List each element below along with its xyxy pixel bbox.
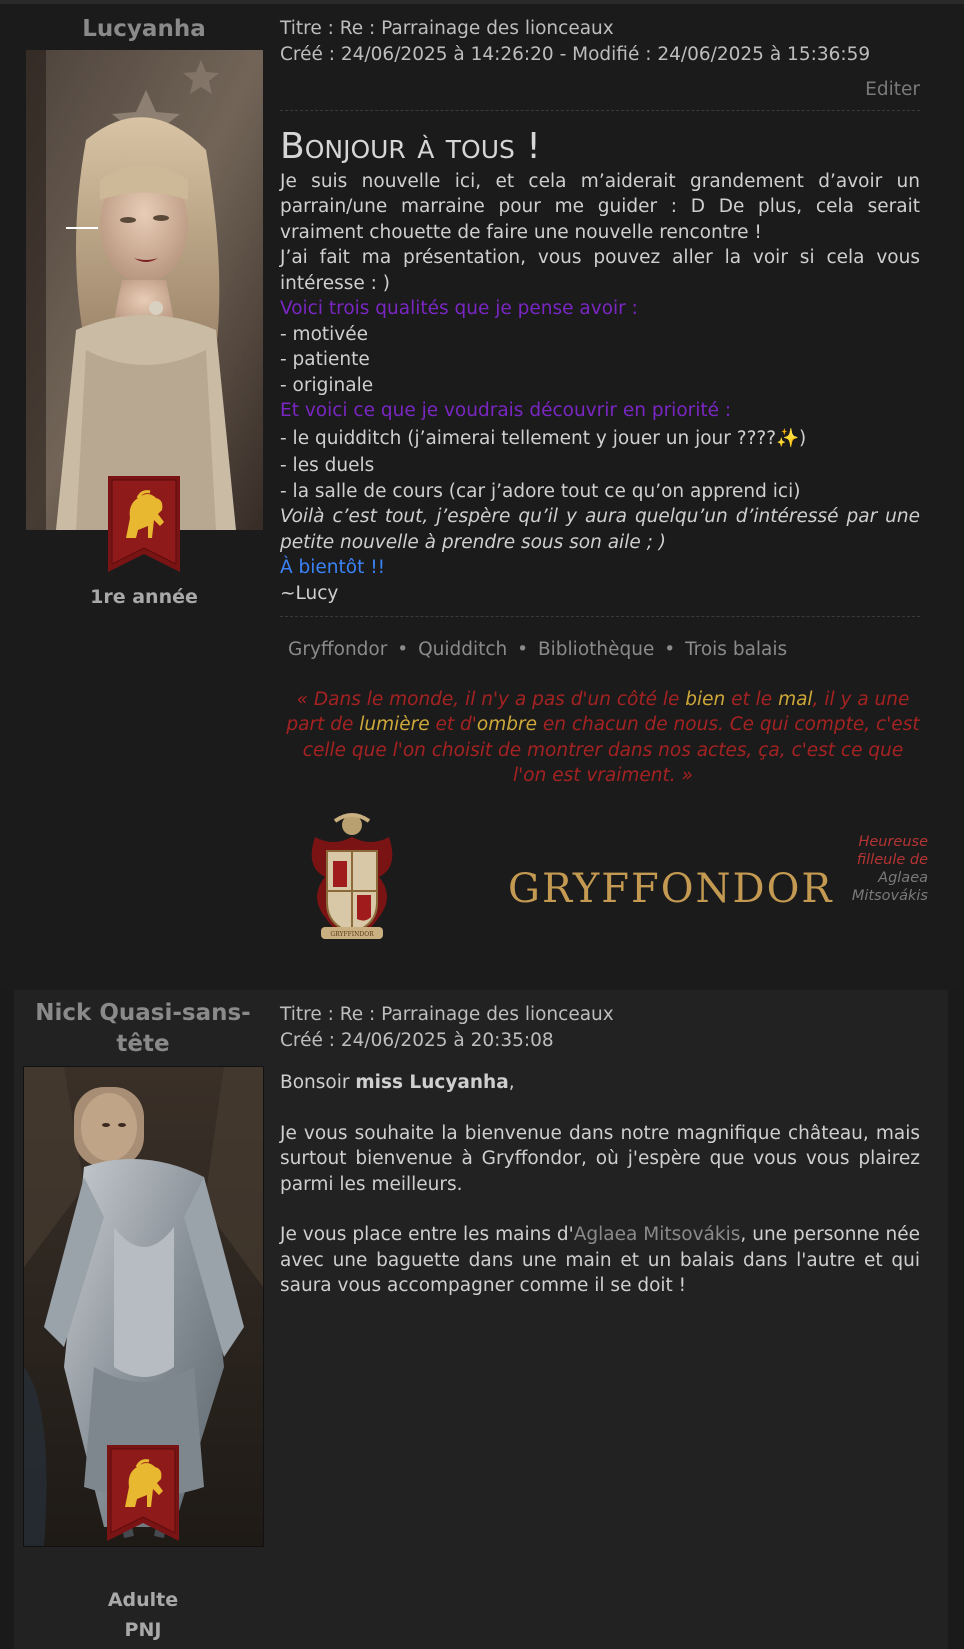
closing-text: Voilà c’est tout, j’espère qu’il y aura quelqu’un d’intéressé par une petite nouvelle à prendre sous son aile ; ) xyxy=(280,506,920,553)
link-gryffondor[interactable]: Gryffondor xyxy=(288,639,388,660)
list-item: - la salle de cours (car j’adore tout ce qu’on apprend ici) xyxy=(280,480,801,502)
post-body xyxy=(280,1070,920,1299)
spacer xyxy=(280,1197,920,1222)
greeting xyxy=(280,1070,920,1096)
paragraph: Je suis nouvelle ici, et cela m’aiderait grandement d’avoir un parrain/une marraine pour me guider : D De plus, cela serait vraiment chouette de faire une nouvelle rencontre ! xyxy=(280,170,920,243)
signature-quote xyxy=(280,687,920,789)
quote-highlight: bien xyxy=(685,688,726,710)
greeting-text: , xyxy=(508,1072,515,1093)
quote-text: en chacun de nous. Ce qui compte, c'est celle que l'on choisit de montrer dans nos actes, ça, c'est ce que l'on est vraiment. » xyxy=(302,714,920,786)
quote-text: et le xyxy=(725,688,779,710)
house-banner xyxy=(108,476,180,572)
forum-post xyxy=(0,4,964,990)
post-body xyxy=(280,169,920,607)
link-trois-balais[interactable]: Trois balais xyxy=(685,639,788,660)
author-panel xyxy=(20,4,268,608)
bullet-separator: • xyxy=(397,639,409,660)
filleule-text: filleule de xyxy=(856,851,928,868)
post-date: Créé : 24/06/2025 à 20:35:08 xyxy=(280,1029,554,1051)
post-title: Titre : Re : Parrainage des lionceaux xyxy=(280,1004,614,1025)
signoff: ~Lucy xyxy=(280,582,339,604)
post-date: Créé : 24/06/2025 à 14:26:20 - Modifié : 24/06/2025 à 15:36:59 xyxy=(280,43,871,65)
post-title: Titre : Re : Parrainage des lionceaux xyxy=(280,18,614,39)
house-banner xyxy=(107,1445,179,1541)
author-name[interactable]: Lucyanha xyxy=(82,16,206,42)
gryffindor-crest-icon xyxy=(295,807,409,945)
list-item: - les duels xyxy=(280,455,375,476)
quote-text: et d' xyxy=(429,714,477,735)
quote-highlight: mal xyxy=(778,688,813,710)
author-rank xyxy=(22,1585,264,1645)
paragraph-text: , une personne née avec une baguette dans une main et un balais dans l'autre et qui saura vous accompagner comme il se doit ! xyxy=(280,1224,920,1296)
quote-highlight: ombre xyxy=(476,714,537,735)
list-item: - motivée xyxy=(280,323,369,345)
divider xyxy=(280,616,920,617)
edit-button[interactable]: Editer xyxy=(865,79,920,100)
spacer xyxy=(280,1096,920,1121)
qualities-heading: Voici trois qualités que je pense avoir : xyxy=(280,298,638,319)
author-name[interactable]: Nick Quasi-sans-tête xyxy=(35,1000,251,1057)
user-link[interactable]: Aglaea Mitsovákis xyxy=(573,1224,741,1245)
paragraph-text: Je vous place entre les mains d' xyxy=(280,1224,574,1245)
paragraph xyxy=(280,1222,920,1299)
post-greeting: Bonjour à tous ! xyxy=(280,125,541,167)
filleule-name[interactable]: Mitsovákis xyxy=(851,887,928,904)
discover-heading: Et voici ce que je voudrais découvrir en priorité : xyxy=(280,400,732,421)
filleule-note xyxy=(828,833,928,905)
avatar-image xyxy=(26,50,263,530)
author-rank: 1re année xyxy=(90,586,198,608)
filleule-name[interactable]: Aglaea xyxy=(878,869,928,886)
paragraph: J’ai fait ma présentation, vous pouvez aller la voir si cela vous intéresse : ) xyxy=(280,247,920,294)
bullet-separator: • xyxy=(517,639,529,660)
list-item: - patiente xyxy=(280,349,370,370)
forum-post xyxy=(14,990,948,1649)
link-quidditch[interactable]: Quidditch xyxy=(418,639,508,660)
list-item: - originale xyxy=(280,374,374,396)
bullet-separator: • xyxy=(664,639,676,660)
greeting-text: Bonsoir xyxy=(280,1072,356,1093)
author-panel xyxy=(22,990,264,1641)
quote-text: « Dans le monde, il n'y a pas d'un côté le xyxy=(296,688,686,710)
filleule-text: Heureuse xyxy=(858,833,928,850)
house-wordmark: GRYFFONDOR xyxy=(508,865,834,912)
greeting-name: miss Lucyanha xyxy=(355,1072,509,1093)
rank-label: Adulte xyxy=(107,1589,179,1611)
post-content xyxy=(280,1002,920,1299)
quote-highlight: lumière xyxy=(359,714,430,735)
link-bibliotheque[interactable]: Bibliothèque xyxy=(537,639,655,660)
divider xyxy=(280,110,920,111)
quote-text: , il y a une part de xyxy=(286,688,910,735)
signature-banner xyxy=(280,801,928,951)
signature-links xyxy=(280,637,920,663)
crest-label: GRYFFINDOR xyxy=(330,930,374,938)
rank-label-secondary: PNJ xyxy=(124,1619,162,1641)
closing-blue: À bientôt !! xyxy=(280,557,386,578)
post-content xyxy=(280,16,928,951)
avatar xyxy=(26,50,263,530)
paragraph: Je vous souhaite la bienvenue dans notre magnifique château, mais surtout bienvenue à Gryffondor, où j'espère que vous vous plairez parmi les meilleurs. xyxy=(280,1122,920,1195)
list-item: - le quidditch (j’aimerai tellement y jouer un jour ????✨) xyxy=(280,427,807,449)
